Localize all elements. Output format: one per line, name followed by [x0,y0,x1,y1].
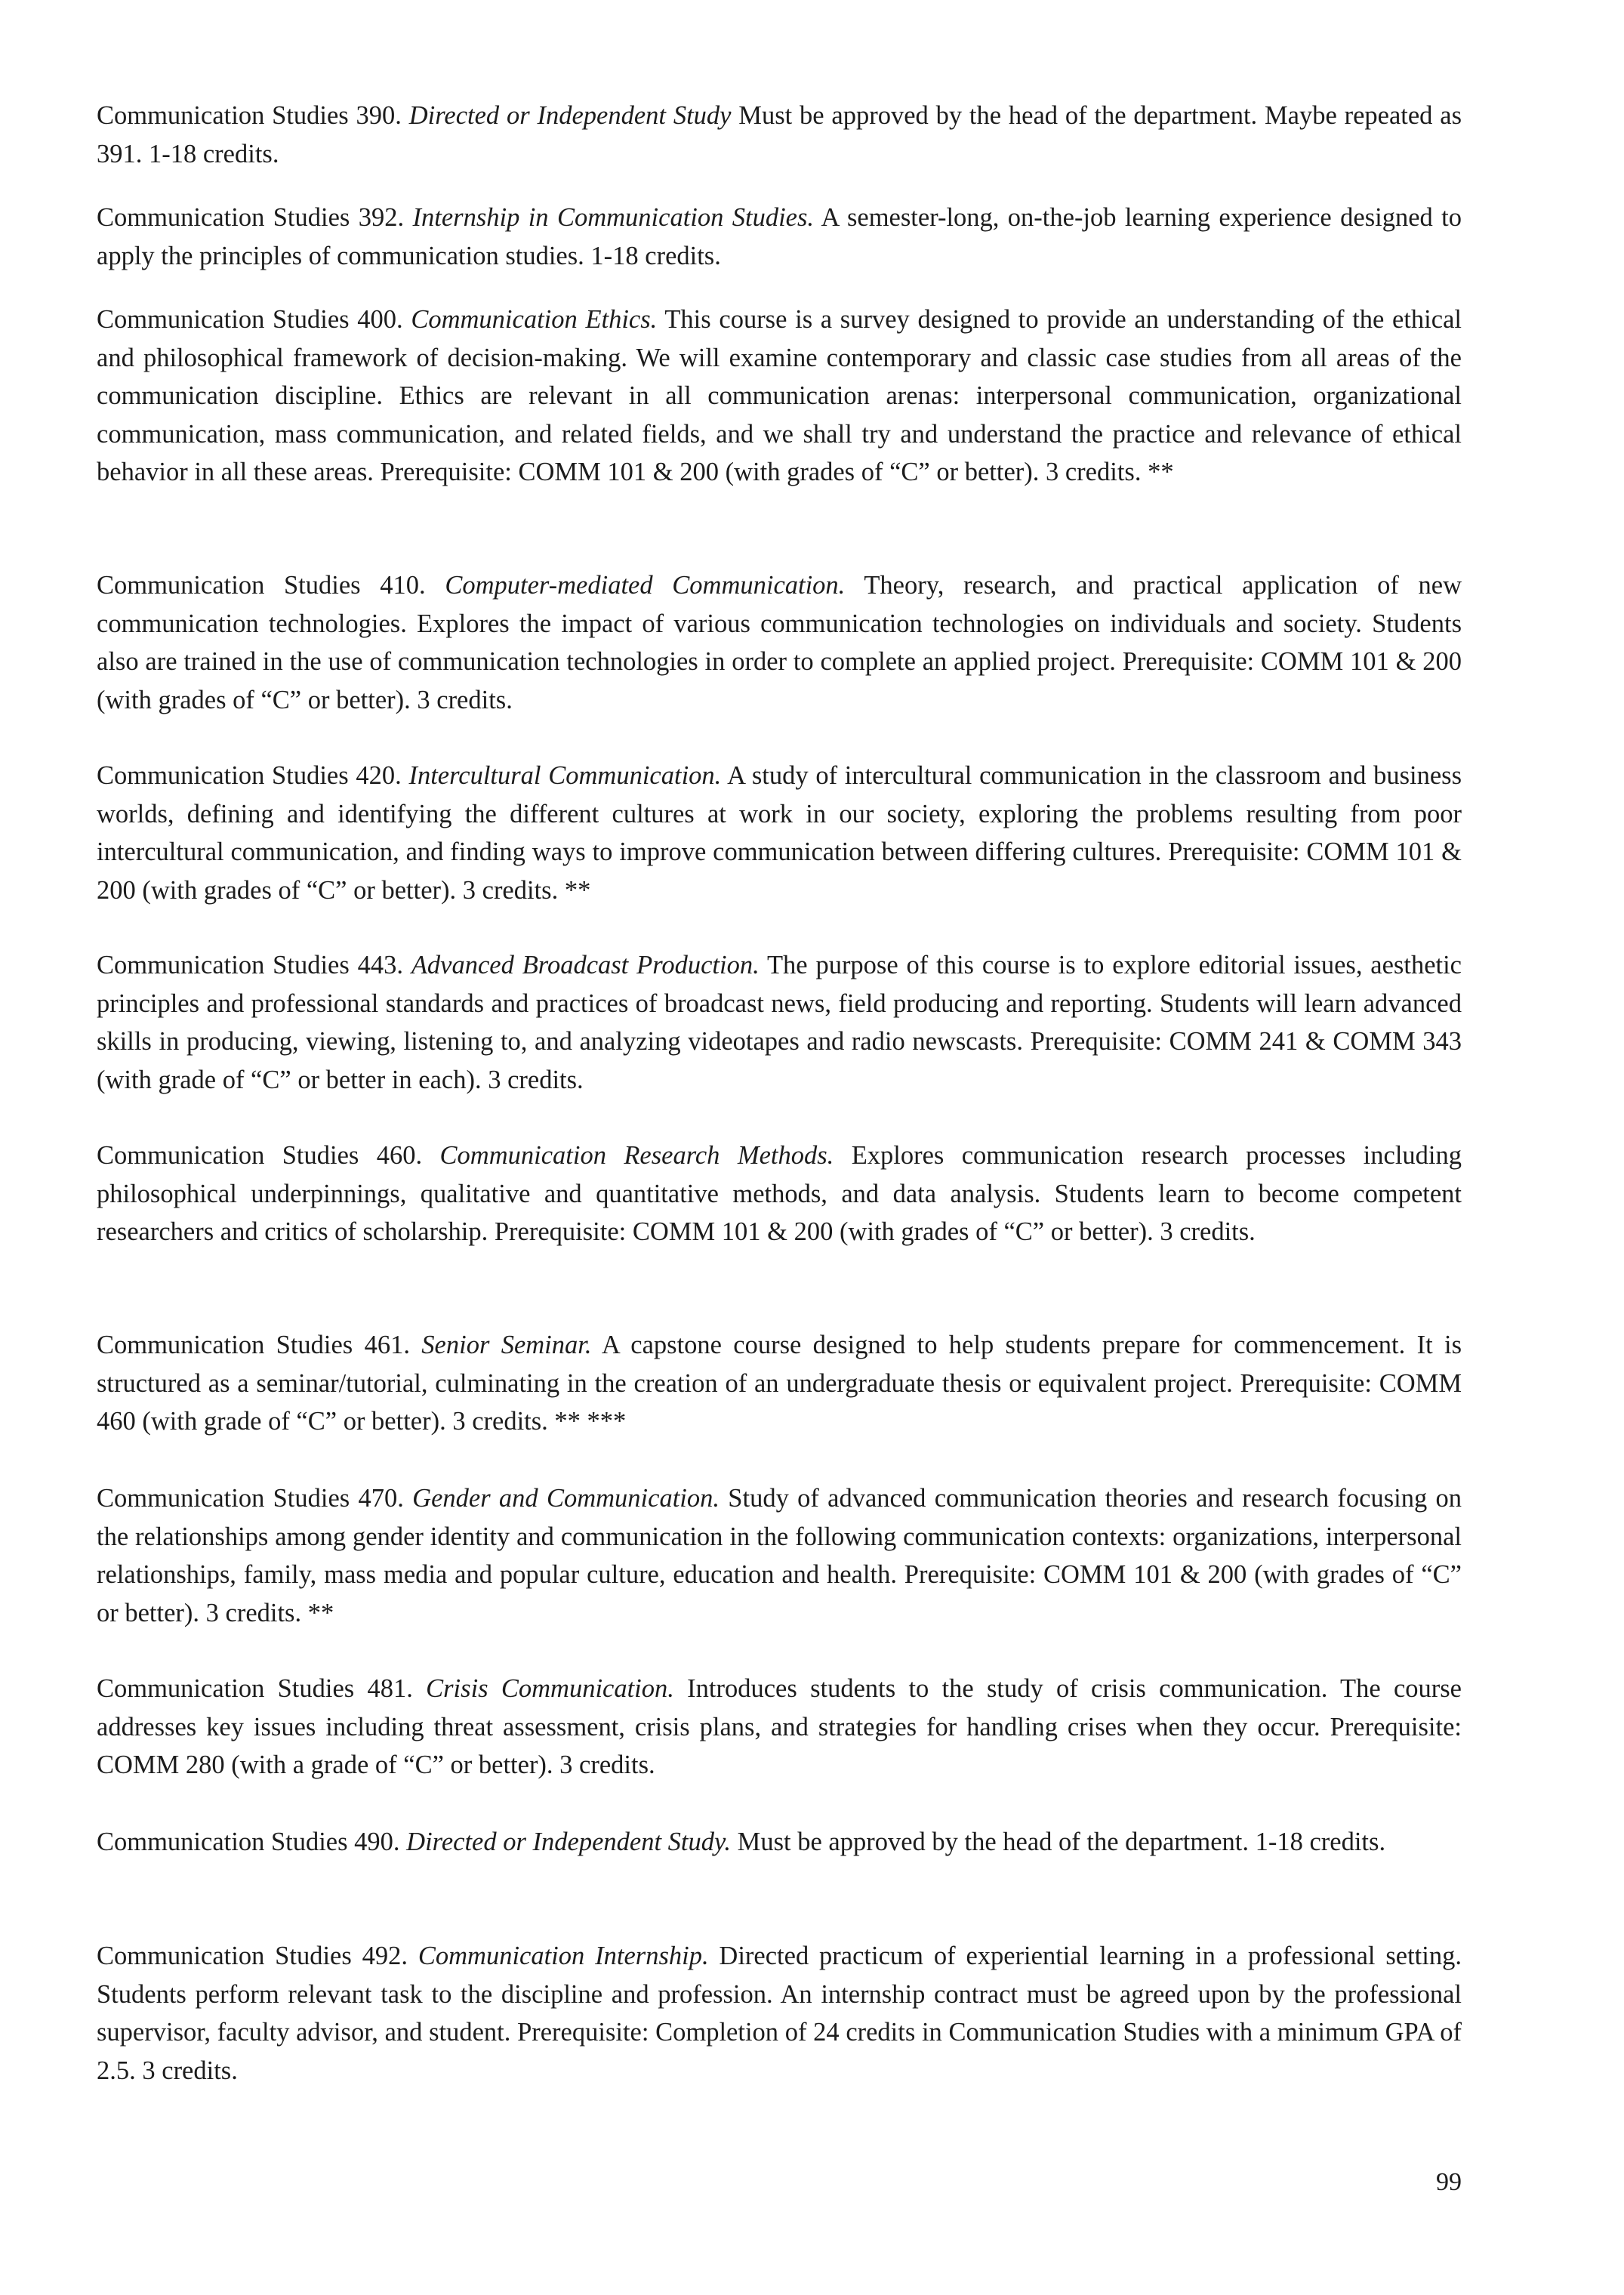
course-heading: Communication Studies 392. [97,203,405,232]
course-title: Communication Research Methods. [439,1141,834,1170]
course-entry-460 [97,1137,1462,1251]
course-description: Theory, research, and practical application of new communication technologies. Explores the impact of various communication technologies on individuals and society. Students also are trained in the use of communication technologies in order to complete an applied project. Prerequisite: COMM 101 & 200 (with grades of “C” or better). 3 credits. [97,571,1462,714]
course-entry-461 [97,1326,1462,1441]
course-title: Advanced Broadcast Production. [411,951,760,979]
course-title: Computer-mediated Communication. [445,571,846,600]
course-title: Communication Internship. [418,1942,709,1970]
course-title: Directed or Independent Study. [406,1828,732,1856]
course-description: Study of advanced communication theories and research focusing on the relationships among gender identity and communication in the following communication contexts: organizations, interpersonal relationships, family, mass media and popular culture, education and health. Prerequisite: COMM 101 & 200 (with grades of “C” or better). 3 credits. ** [97,1484,1462,1627]
course-description: Must be approved by the head of the department. 1-18 credits. [731,1828,1386,1856]
course-heading: Communication Studies 410. [97,571,426,600]
course-entry-470 [97,1479,1462,1632]
course-entry-410 [97,566,1462,719]
course-description: A study of intercultural communication in the classroom and business worlds, defining and identifying the different cultures at work in our society, exploring the problems resulting from poor intercultural communication, and finding ways to improve communication between differing cultures. Prerequisite: COMM 101 & 200 (with grades of “C” or better). 3 credits. ** [97,761,1462,905]
course-heading: Communication Studies 490. [97,1828,400,1856]
course-title: Crisis Communication. [426,1674,674,1703]
course-title: Intercultural Communication. [408,761,722,790]
course-description: Explores communication research processes including philosophical underpinnings, qualitative and quantitative methods, and data analysis. Students learn to become competent researchers and critics of scholarship. Prerequisite: COMM 101 & 200 (with grades of “C” or better). 3 credits. [97,1141,1462,1246]
course-description: Introduces students to the study of crisis communication. The course addresses key issues including threat assessment, crisis plans, and strategies for handling crises when they occur. Prerequisite: COMM 280 (with a grade of “C” or better). 3 credits. [97,1674,1462,1779]
course-description: A capstone course designed to help students prepare for commencement. It is structured as a seminar/tutorial, culminating in the creation of an undergraduate thesis or equivalent project. Prerequisite: COMM 460 (with grade of “C” or better). 3 credits. ** *** [97,1331,1462,1436]
course-heading: Communication Studies 420. [97,761,402,790]
course-description: The purpose of this course is to explore editorial issues, aesthetic principles and professional standards and practices of broadcast news, field producing and reporting. Students will learn advanced skills in producing, viewing, listening to, and analyzing videotapes and radio newscasts. Prerequisite: COMM 241 & COMM 343 (with grade of “C” or better in each). 3 credits. [97,951,1462,1094]
course-title: Gender and Communication. [412,1484,720,1513]
course-heading: Communication Studies 461. [97,1331,410,1359]
course-heading: Communication Studies 492. [97,1942,408,1970]
page-number: 99 [1436,2168,1462,2196]
course-heading: Communication Studies 400. [97,305,403,334]
course-heading: Communication Studies 481. [97,1674,413,1703]
course-heading: Communication Studies 460. [97,1141,423,1170]
course-entry-420 [97,757,1462,909]
course-entry-390 [97,97,1462,173]
course-description: Must be approved by the head of the department. Maybe repeated as 391. 1-18 credits. [97,101,1462,168]
course-entry-490 [97,1823,1462,1862]
course-entry-492 [97,1937,1462,2090]
course-description: A semester-long, on-the-job learning experience designed to apply the principles of communication studies. 1-18 credits. [97,203,1462,270]
course-description: This course is a survey designed to provide an understanding of the ethical and philosophical framework of decision-making. We will examine contemporary and classic case studies from all areas of the communication discipline. Ethics are relevant in all communication arenas: interpersonal communication, organizational communication, mass communication, and related fields, and we shall try and understand the practice and relevance of ethical behavior in all these areas. Prerequisite: COMM 101 & 200 (with grades of “C” or better). 3 credits. ** [97,305,1462,486]
course-description: Directed practicum of experiential learning in a professional setting. Students perform relevant task to the discipline and profession. An internship contract must be agreed upon by the professional supervisor, faculty advisor, and student. Prerequisite: Completion of 24 credits in Communication Studies with a minimum GPA of 2.5. 3 credits. [97,1942,1462,2085]
course-entry-481 [97,1670,1462,1784]
course-title: Senior Seminar. [421,1331,592,1359]
course-title: Communication Ethics. [411,305,658,334]
course-entry-400 [97,301,1462,492]
course-title: Internship in Communication Studies. [412,203,815,232]
course-entry-392 [97,199,1462,275]
course-entry-443 [97,946,1462,1099]
course-heading: Communication Studies 470. [97,1484,404,1513]
course-title: Directed or Independent Study [408,101,732,130]
course-heading: Communication Studies 390. [97,101,402,130]
course-heading: Communication Studies 443. [97,951,403,979]
